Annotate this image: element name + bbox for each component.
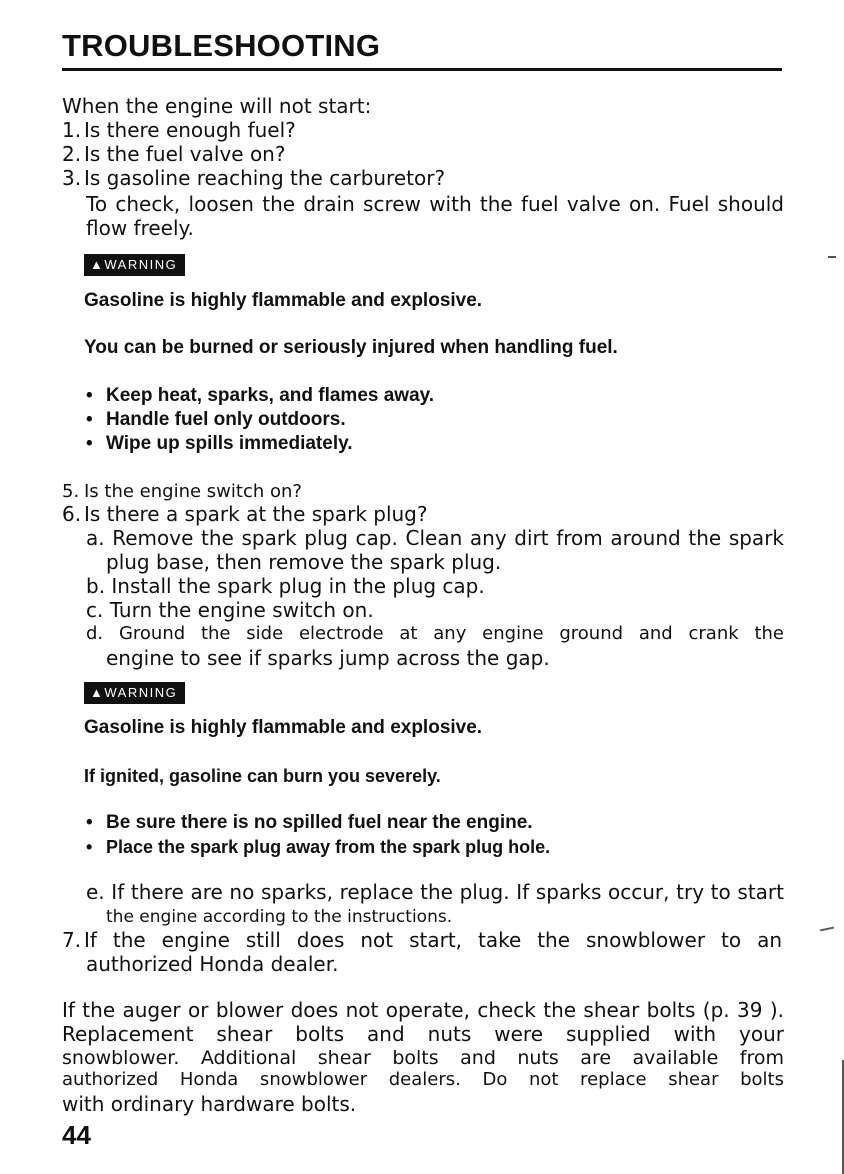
- step-7: [62, 928, 784, 952]
- step-text: Is there a spark at the spark plug?: [84, 502, 428, 526]
- substep-e: e. If there are no sparks, replace the plug. If sparks occur, try to start: [86, 880, 784, 904]
- step-number: 3.: [62, 166, 82, 190]
- substep-c: c. Turn the engine switch on.: [86, 598, 374, 622]
- footer-paragraph: If the auger or blower does not operate, check the shear bolts (p. 39 ).: [62, 998, 784, 1022]
- margin-mark: [828, 256, 836, 258]
- step-3-detail-cont: flow freely.: [86, 216, 194, 240]
- page-number: 44: [62, 1120, 91, 1150]
- footer-paragraph: snowblower. Additional shear bolts and nuts are available from: [62, 1047, 784, 1069]
- title-rule: [62, 68, 782, 71]
- page-title: TROUBLESHOOTING: [62, 28, 381, 63]
- step-6: [62, 502, 428, 526]
- warning-bullet: • Wipe up spills immediately.: [86, 432, 353, 456]
- warning-bullet: • Keep heat, sparks, and flames away.: [86, 384, 434, 408]
- step-3-detail: To check, loosen the drain screw with the fuel valve on. Fuel should: [86, 192, 784, 216]
- footer-paragraph: authorized Honda snowblower dealers. Do not replace shear bolts: [62, 1069, 784, 1090]
- step-text: Is gasoline reaching the carburetor?: [84, 166, 446, 190]
- footer-paragraph: Replacement shear bolts and nuts were supplied with your: [62, 1022, 784, 1046]
- step-number: 2.: [62, 142, 82, 166]
- step-number: 1.: [62, 118, 82, 142]
- warning-line: Gasoline is highly flammable and explosive.: [84, 717, 483, 738]
- step-text: Is the fuel valve on?: [84, 142, 286, 166]
- substep-d-cont: engine to see if sparks jump across the gap.: [106, 646, 550, 670]
- warning-badge: ▲WARNING: [84, 254, 185, 276]
- substep-e-cont: the engine according to the instructions.: [106, 907, 453, 927]
- step-5: [62, 480, 302, 504]
- step-3: [62, 166, 445, 190]
- warning-line: Gasoline is highly flammable and explosive.: [84, 290, 483, 311]
- step-1: [62, 118, 296, 142]
- warning-badge: ▲WARNING: [84, 682, 185, 704]
- warning-bullet: • Be sure there is no spilled fuel near the engine.: [86, 811, 533, 835]
- step-number: 5.: [62, 481, 80, 502]
- substep-b: b. Install the spark plug in the plug cap.: [86, 574, 485, 598]
- footer-paragraph: with ordinary hardware bolts.: [62, 1092, 357, 1116]
- step-number: 7.: [62, 928, 82, 952]
- warning-line: If ignited, gasoline can burn you severely.: [84, 766, 441, 786]
- substep-a: a. Remove the spark plug cap. Clean any dirt from around the spark: [86, 526, 784, 550]
- warning-bullet: • Handle fuel only outdoors.: [86, 408, 346, 432]
- margin-mark: [820, 927, 834, 932]
- intro-lead: When the engine will not start:: [62, 94, 372, 118]
- step-text: If the engine still does not start, take the snowblower to an: [84, 928, 782, 952]
- warning-bullet: • Place the spark plug away from the spark plug hole.: [86, 835, 550, 859]
- step-2: [62, 142, 285, 166]
- step-text: Is there enough fuel?: [84, 118, 296, 142]
- step-number: 6.: [62, 502, 82, 526]
- warning-line: You can be burned or seriously injured when handling fuel.: [84, 337, 618, 358]
- step-text: Is the engine switch on?: [84, 481, 302, 502]
- substep-d: d. Ground the side electrode at any engine ground and crank the: [86, 623, 784, 644]
- step-7-cont: authorized Honda dealer.: [86, 952, 339, 976]
- substep-a-cont: plug base, then remove the spark plug.: [106, 550, 502, 574]
